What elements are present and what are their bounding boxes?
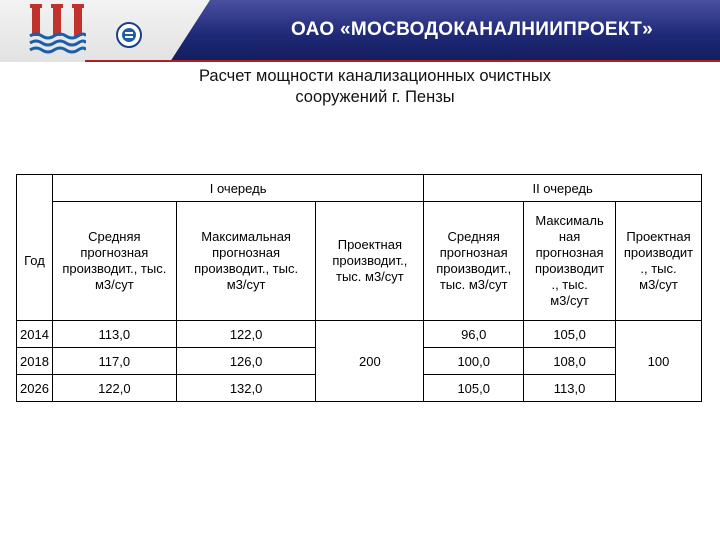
table-header-row-1 — [17, 175, 702, 202]
max-1-cell: 132,0 — [176, 375, 316, 402]
table-row — [17, 321, 702, 348]
subtitle-line-2: сооружений г. Пензы — [295, 88, 455, 106]
col-max-2-line: прогнозная — [535, 245, 604, 260]
avg-1-cell: 122,0 — [52, 375, 176, 402]
group-2-header: II очередь — [424, 175, 702, 202]
col-design-1-line: Проектная — [337, 237, 402, 252]
year-cell: 2018 — [17, 348, 53, 375]
avg-1-cell: 117,0 — [52, 348, 176, 375]
col-avg-2-line: производит., — [436, 261, 512, 276]
col-design-2-line: м3/сут — [639, 277, 678, 292]
col-max-1-line: м3/сут — [226, 277, 266, 292]
max-2-cell: 113,0 — [524, 375, 616, 402]
capacity-table — [16, 174, 702, 402]
col-design-1-header — [316, 202, 424, 321]
col-max-2-line: ная — [558, 229, 581, 244]
max-1-cell: 126,0 — [176, 348, 316, 375]
year-cell: 2026 — [17, 375, 53, 402]
col-design-2-line: Проектная — [626, 229, 691, 244]
col-design-1-line: тыс. м3/сут — [335, 269, 404, 284]
subtitle — [150, 66, 600, 108]
col-design-2-line: производит — [623, 245, 694, 260]
avg-1-cell: 113,0 — [52, 321, 176, 348]
col-design-1-line: производит., — [332, 253, 408, 268]
year-header: Год — [17, 202, 53, 321]
col-avg-2-line: Средняя — [447, 229, 500, 244]
col-avg-1-line: прогнозная — [80, 245, 149, 260]
max-1-cell: 122,0 — [176, 321, 316, 348]
col-avg-1-line: производит., тыс. — [62, 261, 167, 276]
subtitle-line-1: Расчет мощности канализационных очистных — [198, 67, 552, 85]
avg-2-cell: 100,0 — [424, 348, 524, 375]
col-max-2-line: Максималь — [535, 213, 604, 228]
design-2-value: 100 — [616, 321, 702, 402]
col-avg-1-header — [52, 202, 176, 321]
max-2-cell: 108,0 — [524, 348, 616, 375]
col-avg-1-line: Средняя — [88, 229, 141, 244]
max-2-cell: 105,0 — [524, 321, 616, 348]
year-cell: 2014 — [17, 321, 53, 348]
design-1-value: 200 — [316, 321, 424, 402]
col-avg-1-line: м3/сут — [94, 277, 134, 292]
col-max-2-line: производит — [534, 261, 605, 276]
col-max-2-line: ., тыс. — [551, 277, 588, 292]
col-max-2-header — [524, 202, 616, 321]
col-design-2-line: ., тыс. — [640, 261, 677, 276]
col-avg-2-line: прогнозная — [439, 245, 508, 260]
company-title: ОАО «МОСВОДОКАНАЛНИИПРОЕКТ» — [290, 19, 654, 40]
round-emblem-icon — [116, 22, 142, 48]
col-design-2-header — [616, 202, 702, 321]
accent-line — [85, 60, 720, 62]
water-towers-logo-icon — [28, 4, 86, 58]
col-max-1-line: Максимальная — [201, 229, 291, 244]
table-header-row-2 — [17, 202, 702, 321]
col-avg-2-header — [424, 202, 524, 321]
group-1-header: I очередь — [52, 175, 423, 202]
col-max-1-line: производит., тыс. — [194, 261, 299, 276]
col-avg-2-line: тыс. м3/сут — [439, 277, 508, 292]
col-max-2-line: м3/сут — [550, 293, 589, 308]
col-max-1-line: прогнозная — [212, 245, 281, 260]
col-max-1-header — [176, 202, 316, 321]
avg-2-cell: 105,0 — [424, 375, 524, 402]
avg-2-cell: 96,0 — [424, 321, 524, 348]
year-header-top — [17, 175, 53, 202]
